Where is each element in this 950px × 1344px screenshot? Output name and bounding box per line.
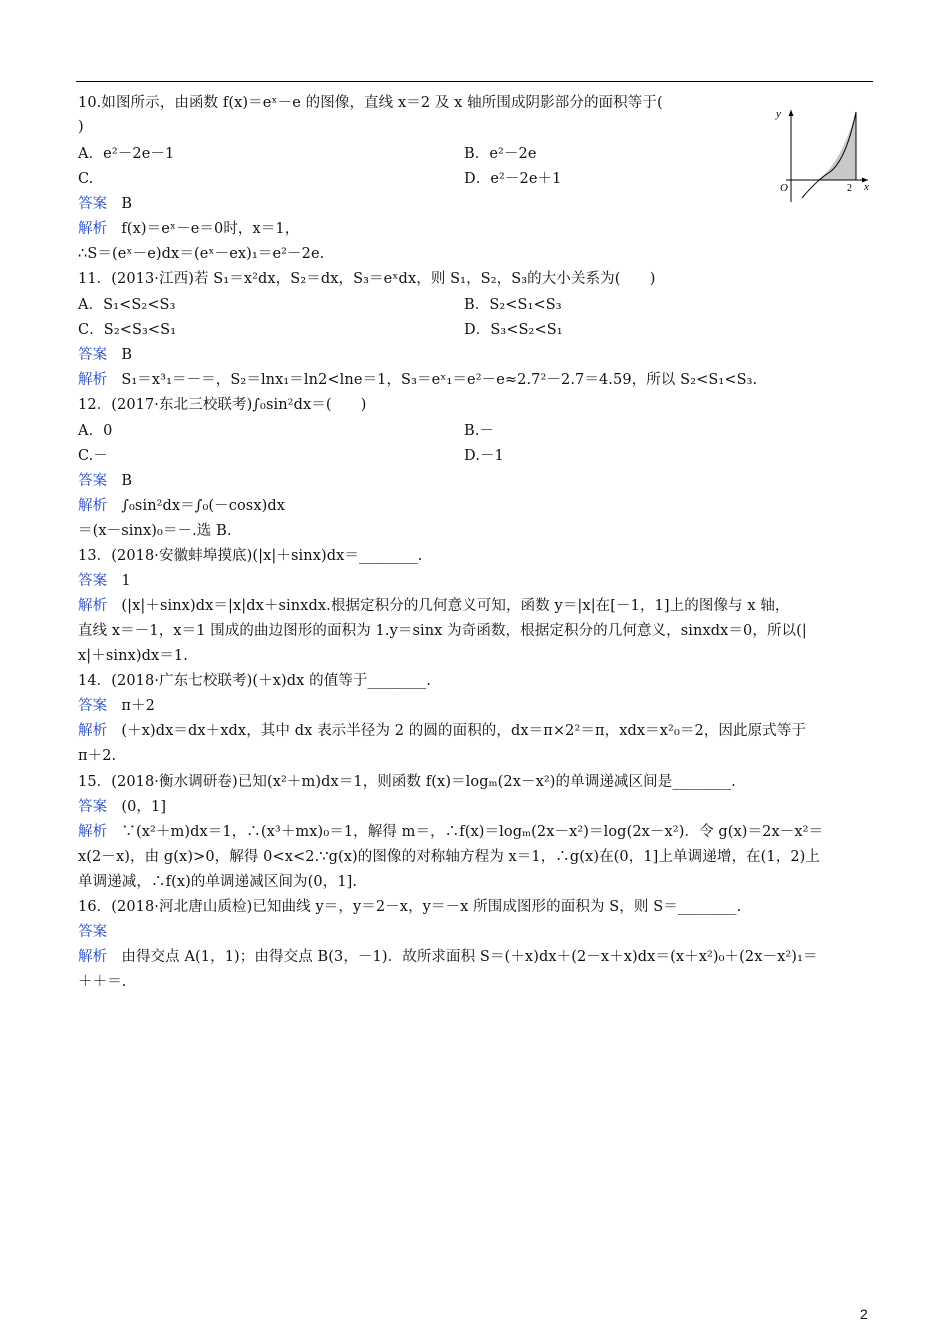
q10-stem-cont: ) <box>78 119 84 135</box>
q13-analysis-cont: 直线 x＝－1，x＝1 围成的曲边图形的面积为 1.y＝sinx 为奇函数，根据定积分的几何意义，sinxdx＝0，所以(| <box>78 623 807 639</box>
analysis-label: 解析 <box>78 498 108 514</box>
analysis-text: ∫₀sin²dx＝∫₀(－cosx)dx <box>121 498 286 514</box>
x-axis-label: x <box>864 181 869 193</box>
q10-option-c: C. <box>78 171 94 187</box>
analysis-label: 解析 <box>78 723 108 739</box>
q10-option-d: D．e²－2e＋1 <box>464 171 562 187</box>
q12-option-c: C.－ <box>78 448 108 464</box>
answer-label: 答案 <box>78 473 108 489</box>
page-number: 2 <box>860 1306 868 1322</box>
q15-analysis-cont2: 单调递减，∴f(x)的单调递减区间为(0，1]. <box>78 874 358 890</box>
y-axis-label: y <box>776 108 781 120</box>
q11-option-d: D．S₃<S₂<S₁ <box>464 322 563 338</box>
q15-answer-row <box>78 797 166 817</box>
answer-value: B <box>121 196 133 212</box>
q11-answer-row <box>78 345 132 365</box>
q11-analysis-row <box>78 370 757 390</box>
q13-analysis-row <box>78 596 790 616</box>
q14-stem: 14．(2018·广东七校联考)(＋x)dx 的值等于________. <box>78 673 432 689</box>
q10-analysis-row <box>78 219 299 239</box>
analysis-text: (＋x)dx＝dx＋xdx，其中 dx 表示半径为 2 的圆的面积的，dx＝π×2²＝π，xdx＝x²₀＝2，因此原式等于 <box>121 723 806 739</box>
q12-option-a: A．0 <box>78 423 113 439</box>
tick-label-2: 2 <box>847 183 852 194</box>
q10-analysis-cont: ∴S＝(eˣ－e)dx＝(eˣ－ex)₁＝e²－2e. <box>78 246 325 262</box>
q11-option-b: B．S₂<S₁<S₃ <box>464 297 562 313</box>
function-graph <box>760 106 878 206</box>
q12-option-b: B.－ <box>464 423 495 439</box>
y-axis-arrow <box>789 110 794 116</box>
q12-analysis-row <box>78 496 285 516</box>
analysis-text: (|x|＋sinx)dx＝|x|dx＋sinxdx.根据定积分的几何意义可知，函数 y＝|x|在[－1，1]上的图像与 x 轴， <box>121 598 790 614</box>
q15-stem: 15．(2018·衡水调研卷)已知(x²＋m)dx＝1，则函数 f(x)＝logₘ(2x－x²)的单调递减区间是________. <box>78 774 736 790</box>
analysis-label: 解析 <box>78 598 108 614</box>
q14-answer-row <box>78 696 155 716</box>
q10-stem: 10.如图所示，由函数 f(x)＝eˣ－e 的图像，直线 x＝2 及 x 轴所围成阴影部分的面积等于( <box>78 95 663 111</box>
answer-value: (0，1] <box>121 799 167 815</box>
q14-analysis-row <box>78 721 806 741</box>
q12-option-d: D.－1 <box>464 448 504 464</box>
q16-answer-row <box>78 922 121 942</box>
q12-answer-row <box>78 471 132 491</box>
q11-option-c: C．S₂<S₃<S₁ <box>78 322 177 338</box>
q10-option-a: A．e²－2e－1 <box>78 146 175 162</box>
origin-label: O <box>780 182 788 194</box>
q13-answer-row <box>78 571 131 591</box>
analysis-label: 解析 <box>78 824 108 840</box>
q10-answer-row <box>78 194 132 214</box>
q16-analysis-row <box>78 947 818 967</box>
answer-value: B <box>121 473 133 489</box>
q11-stem: 11．(2013·江西)若 S₁＝x²dx，S₂＝dx，S₃＝eˣdx，则 S₁，S₂，S₃的大小关系为( ) <box>78 271 656 287</box>
q14-analysis-cont: π＋2. <box>78 748 117 764</box>
q12-stem: 12．(2017·东北三校联考)∫₀sin²dx＝( ) <box>78 397 367 413</box>
q12-analysis-cont: ＝(x－sinx)₀＝－.选 B. <box>78 523 232 539</box>
answer-label: 答案 <box>78 196 108 212</box>
analysis-text: ∵(x²＋m)dx＝1，∴(x³＋mx)₀＝1，解得 m＝，∴f(x)＝logₘ(2x－x²)＝log(2x－x²)．令 g(x)＝2x－x²＝ <box>121 824 824 840</box>
q11-option-a: A．S₁<S₂<S₃ <box>78 297 176 313</box>
q10-option-b: B．e²－2e <box>464 146 537 162</box>
answer-label: 答案 <box>78 799 108 815</box>
analysis-text: 由得交点 A(1，1)；由得交点 B(3，－1)．故所求面积 S＝(＋x)dx＋(2－x＋x)dx＝(x＋x²)₀＋(2x－x²)₁＝ <box>121 949 818 965</box>
analysis-text: f(x)＝eˣ－e＝0时，x＝1， <box>121 221 300 237</box>
q13-analysis-cont2: x|＋sinx)dx＝1. <box>78 648 188 664</box>
q15-analysis-row <box>78 822 823 842</box>
shaded-region <box>817 112 856 180</box>
answer-label: 答案 <box>78 698 108 714</box>
q16-analysis-cont: ＋＋＝. <box>78 974 127 990</box>
answer-label: 答案 <box>78 347 108 363</box>
answer-value: π＋2 <box>121 698 155 714</box>
analysis-label: 解析 <box>78 221 108 237</box>
analysis-label: 解析 <box>78 949 108 965</box>
answer-label: 答案 <box>78 924 108 940</box>
q13-stem: 13．(2018·安徽蚌埠摸底)(|x|＋sinx)dx＝________. <box>78 548 423 564</box>
q16-stem: 16．(2018·河北唐山质检)已知曲线 y＝，y＝2－x，y＝－x 所围成图形的面积为 S，则 S＝________. <box>78 899 742 915</box>
analysis-text: S₁＝x³₁＝－＝，S₂＝lnx₁＝ln2<lne＝1，S₃＝eˣ₁＝e²－e≈2.7²－2.7＝4.59，所以 S₂<S₁<S₃. <box>121 372 758 388</box>
header-rule <box>76 81 873 82</box>
answer-label: 答案 <box>78 573 108 589</box>
answer-value: B <box>121 347 133 363</box>
q15-analysis-cont: x(2－x)，由 g(x)>0，解得 0<x<2.∵g(x)的图像的对称轴方程为 x＝1，∴g(x)在(0，1]上单调递增，在(1，2)上 <box>78 849 821 865</box>
analysis-label: 解析 <box>78 372 108 388</box>
answer-value: 1 <box>121 573 131 589</box>
